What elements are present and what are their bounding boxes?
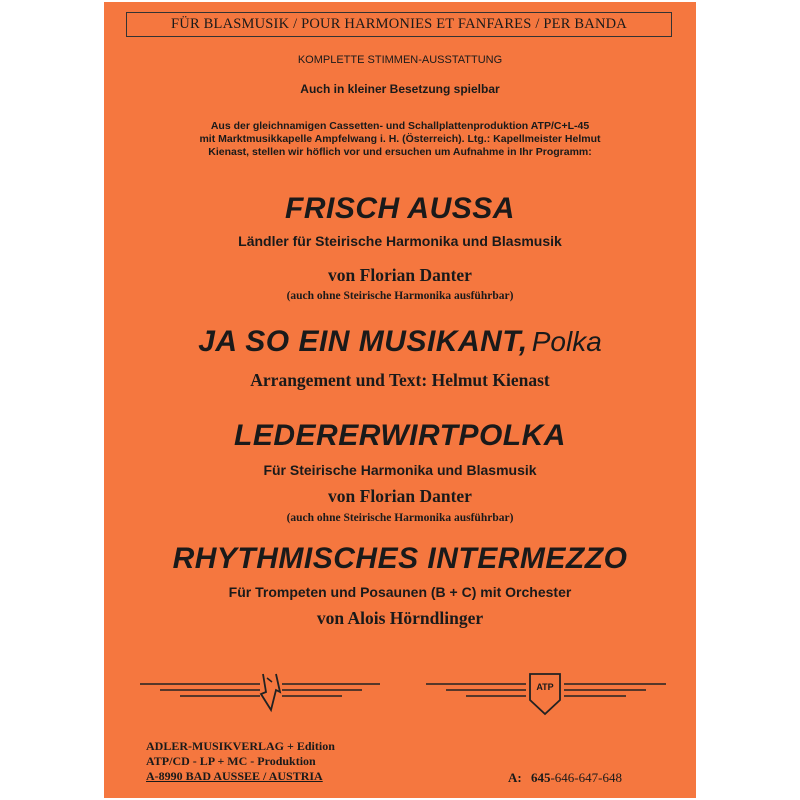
piece-note: (auch ohne Steirische Harmonika ausführbar) bbox=[286, 290, 514, 302]
intro-line-3: Kienast, stellen wir höflich vor und ersuchen um Aufnahme in Ihr Programm: bbox=[208, 146, 592, 158]
piece-title-rhythmisches-intermezzo: RHYTHMISCHES INTERMEZZO bbox=[172, 542, 628, 575]
publisher-line-1: ADLER-MUSIKVERLAG + Edition bbox=[146, 739, 335, 753]
order-other-numbers: -646-647-648 bbox=[550, 770, 622, 785]
intro-line-2: mit Marktmusikkapelle Ampfelwang i. H. (Österreich). Ltg.: Kapellmeister Helmut bbox=[199, 133, 601, 145]
piece-composer: von Florian Danter bbox=[328, 486, 472, 506]
atp-logo-icon bbox=[416, 670, 676, 720]
piece-composer: von Florian Danter bbox=[328, 265, 472, 285]
piece-composer: von Alois Hörndlinger bbox=[316, 608, 484, 628]
piece-title-ledererwirtpolka: LEDERERWIRTPOLKA bbox=[234, 419, 566, 452]
piece-title-row-musikant bbox=[104, 325, 696, 359]
small-ensemble-line: Auch in kleiner Besetzung spielbar bbox=[300, 82, 500, 96]
header-banner: FÜR BLASMUSIK / POUR HARMONIES ET FANFARES / PER BANDA bbox=[126, 12, 672, 37]
publisher-line-3: A-8990 BAD AUSSEE / AUSTRIA bbox=[146, 769, 323, 783]
order-main-number: 645 bbox=[530, 770, 551, 785]
piece-note: (auch ohne Steirische Harmonika ausführbar) bbox=[286, 512, 514, 524]
publisher-line-2: ATP/CD - LP + MC - Produktion bbox=[146, 754, 316, 768]
atp-badge-label: ATP bbox=[536, 682, 554, 692]
order-number bbox=[508, 770, 622, 786]
piece-subtitle: Für Trompeten und Posaunen (B + C) mit Orchester bbox=[228, 584, 572, 600]
order-prefix: A: bbox=[508, 770, 522, 785]
cover-sheet bbox=[104, 2, 696, 798]
adler-logo-icon bbox=[130, 670, 390, 714]
intro-line-1: Aus der gleichnamigen Cassetten- und Schallplattenproduktion ATP/C+L-45 bbox=[210, 120, 590, 132]
piece-subtitle: Für Steirische Harmonika und Blasmusik bbox=[263, 462, 537, 478]
publisher-block bbox=[146, 739, 335, 784]
piece-title-frisch-aussa: FRISCH AUSSA bbox=[285, 192, 515, 225]
piece-title-ja-so-ein-musikant: JA SO EIN MUSIKANT, bbox=[198, 325, 528, 358]
complete-parts-line: KOMPLETTE STIMMEN-AUSSTATTUNG bbox=[297, 54, 503, 66]
piece-arranger: Arrangement und Text: Helmut Kienast bbox=[250, 370, 550, 390]
piece-genre: Polka bbox=[531, 326, 602, 357]
piece-subtitle: Ländler für Steirische Harmonika und Blasmusik bbox=[238, 233, 562, 249]
